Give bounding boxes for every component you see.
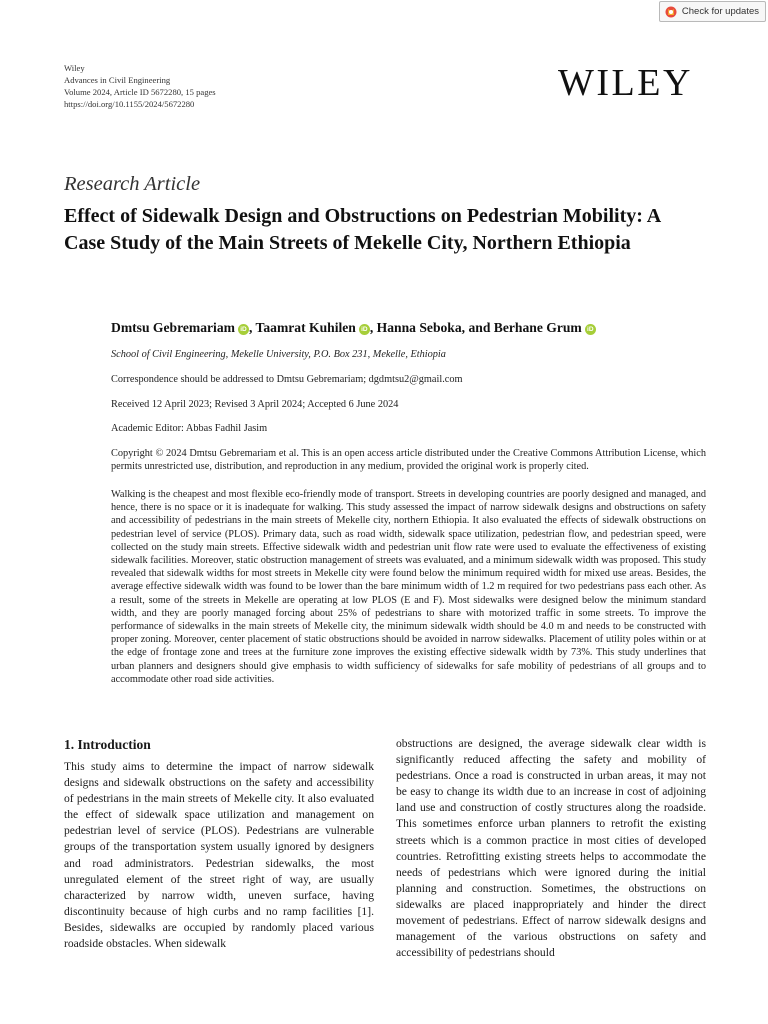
author-separator: ,	[248, 320, 256, 335]
journal-info	[64, 62, 216, 110]
author-list	[111, 318, 596, 338]
volume-info: Volume 2024, Article ID 5672280, 15 pages	[64, 87, 216, 97]
abstract: Walking is the cheapest and most flexible eco-friendly mode of transport. Streets in developing countries are poorly designed and managed, and hence, there is no space or it is inadequate for walking. This study assessed the impact of narrow sidewalk designs and obstructions on safety and accessibility of pedestrians in the main streets of Mekelle city, northern Ethiopia. It also evaluated the effects of sidewalk obstructions on pedestrian level of service (PLOS). Primary data, such as road width, sidewalk space utilization, pedestrian flow, and pedestrian speed, were collected on the study main streets. Effective sidewalk width and pedestrian unit flow rate were used to evaluate the effectiveness of existing sidewalk facilities. Moreover, static obstruction management of streets was evaluated, and a minimum sidewalk width was proposed. This study revealed that sidewalk widths for most streets in Mekelle city were found below the minimum required width for mixed use areas. Besides, the average effective sidewalk width was found to be lower than the bare minimum width of 1.2 m required for two pedestrians pass each other. As a result, some of the streets in Mekelle are operating at low PLOS (E and F). Most sidewalks were designed below the minimum standard width, and they are poorly managed forcing about 25% of pedestrians to share with motorized traffic in some streets. To improve the performance of sidewalks in the main streets of Mekelle city, the minimum sidewalk width should be 4.0 m and needs to be constructed with proper zoning. Moreover, center placement of static obstructions should be avoided in narrow sidewalks. Placement of utility poles within or at the edge of frontage zone and trees at the furniture zone improves the existing effective sidewalk width by 73%. This study underlines that urban planners and designers should give emphasis to width sufficiency of sidewalks for safe mobility of pedestrians of all groups and to accommodate other road side activities.	[111, 489, 706, 685]
affiliation: School of Civil Engineering, Mekelle University, P.O. Box 231, Mekelle, Ethiopia	[111, 349, 446, 360]
body-paragraph: This study aims to determine the impact of narrow sidewalk designs and sidewalk obstructions on the safety and accessibility of pedestrians in the main streets of Mekelle city. It also evaluated the effect of sidewalk space utilization and management on pedestrian level of service (PLOS). Pedestrians are vulnerable groups of the transportation system usually ignored by designers and road administrators. Pedestrian sidewalks, the most unregulated element of the street right of way, are usually characterized by narrow width, uneven surface, having discontinuity because of high curbs and no ramp facilities [1]. Besides, sidewalks are occupied by randomly placed various roadside obstacles. When sidewalk	[64, 760, 374, 951]
article-title: Effect of Sidewalk Design and Obstructions on Pedestrian Mobility: A Case Study of the Main Streets of Mekelle City, Northern Ethiopia	[64, 205, 661, 254]
orcid-icon[interactable]: iD	[238, 324, 249, 335]
check-for-updates-button[interactable]	[659, 1, 766, 22]
body-column-left	[64, 736, 374, 952]
publisher-name: Wiley	[64, 63, 85, 73]
author-name[interactable]: Dmtsu Gebremariam	[111, 320, 235, 335]
journal-name: Advances in Civil Engineering	[64, 75, 171, 85]
article-type: Research Article	[64, 173, 201, 195]
body-column-right	[396, 736, 706, 961]
section-heading: 1. Introduction	[64, 737, 151, 752]
author-name[interactable]: Hanna Seboka, and Berhane Grum	[376, 320, 582, 335]
author-name[interactable]: Taamrat Kuhilen	[255, 320, 356, 335]
correspondence: Correspondence should be addressed to Dmtsu Gebremariam; dgdmtsu2@gmail.com	[111, 374, 463, 385]
crossmark-icon	[665, 6, 677, 18]
wiley-logo: WILEY	[558, 62, 693, 104]
orcid-icon[interactable]: iD	[359, 324, 370, 335]
article-dates: Received 12 April 2023; Revised 3 April 2024; Accepted 6 June 2024	[111, 399, 399, 410]
copyright-notice: Copyright © 2024 Dmtsu Gebremariam et al. This is an open access article distributed under the Creative Commons Attribution License, which permits unrestricted use, distribution, and reproduction in any medium, provided the original work is properly cited.	[111, 448, 706, 473]
body-paragraph: obstructions are designed, the average sidewalk clear width is significantly reduced affecting the safety and mobility of pedestrians. Once a road is constructed in urban areas, it may not be easy to change its width due to an increase in cost of adjoining land use and construction of costly structures along the roadside. This sometimes enforce urban planners to retrofit the existing streets which is a common practice in most cities of developed countries. Retrofitting existing streets helps to accommodate the needs of pedestrians which were ignored during the initial planning and construction. Sometimes, the obstructions on sidewalks are placed inappropriately and hinder the direct movement of pedestrians. Effect of narrow sidewalk designs and management of the various obstructions on safety and accessibility of pedestrians should	[396, 737, 706, 960]
author-separator: ,	[369, 320, 377, 335]
academic-editor: Academic Editor: Abbas Fadhil Jasim	[111, 423, 268, 434]
orcid-icon[interactable]: iD	[585, 324, 596, 335]
check-for-updates-label: Check for updates	[681, 6, 759, 17]
doi-link[interactable]: https://doi.org/10.1155/2024/5672280	[64, 99, 195, 109]
